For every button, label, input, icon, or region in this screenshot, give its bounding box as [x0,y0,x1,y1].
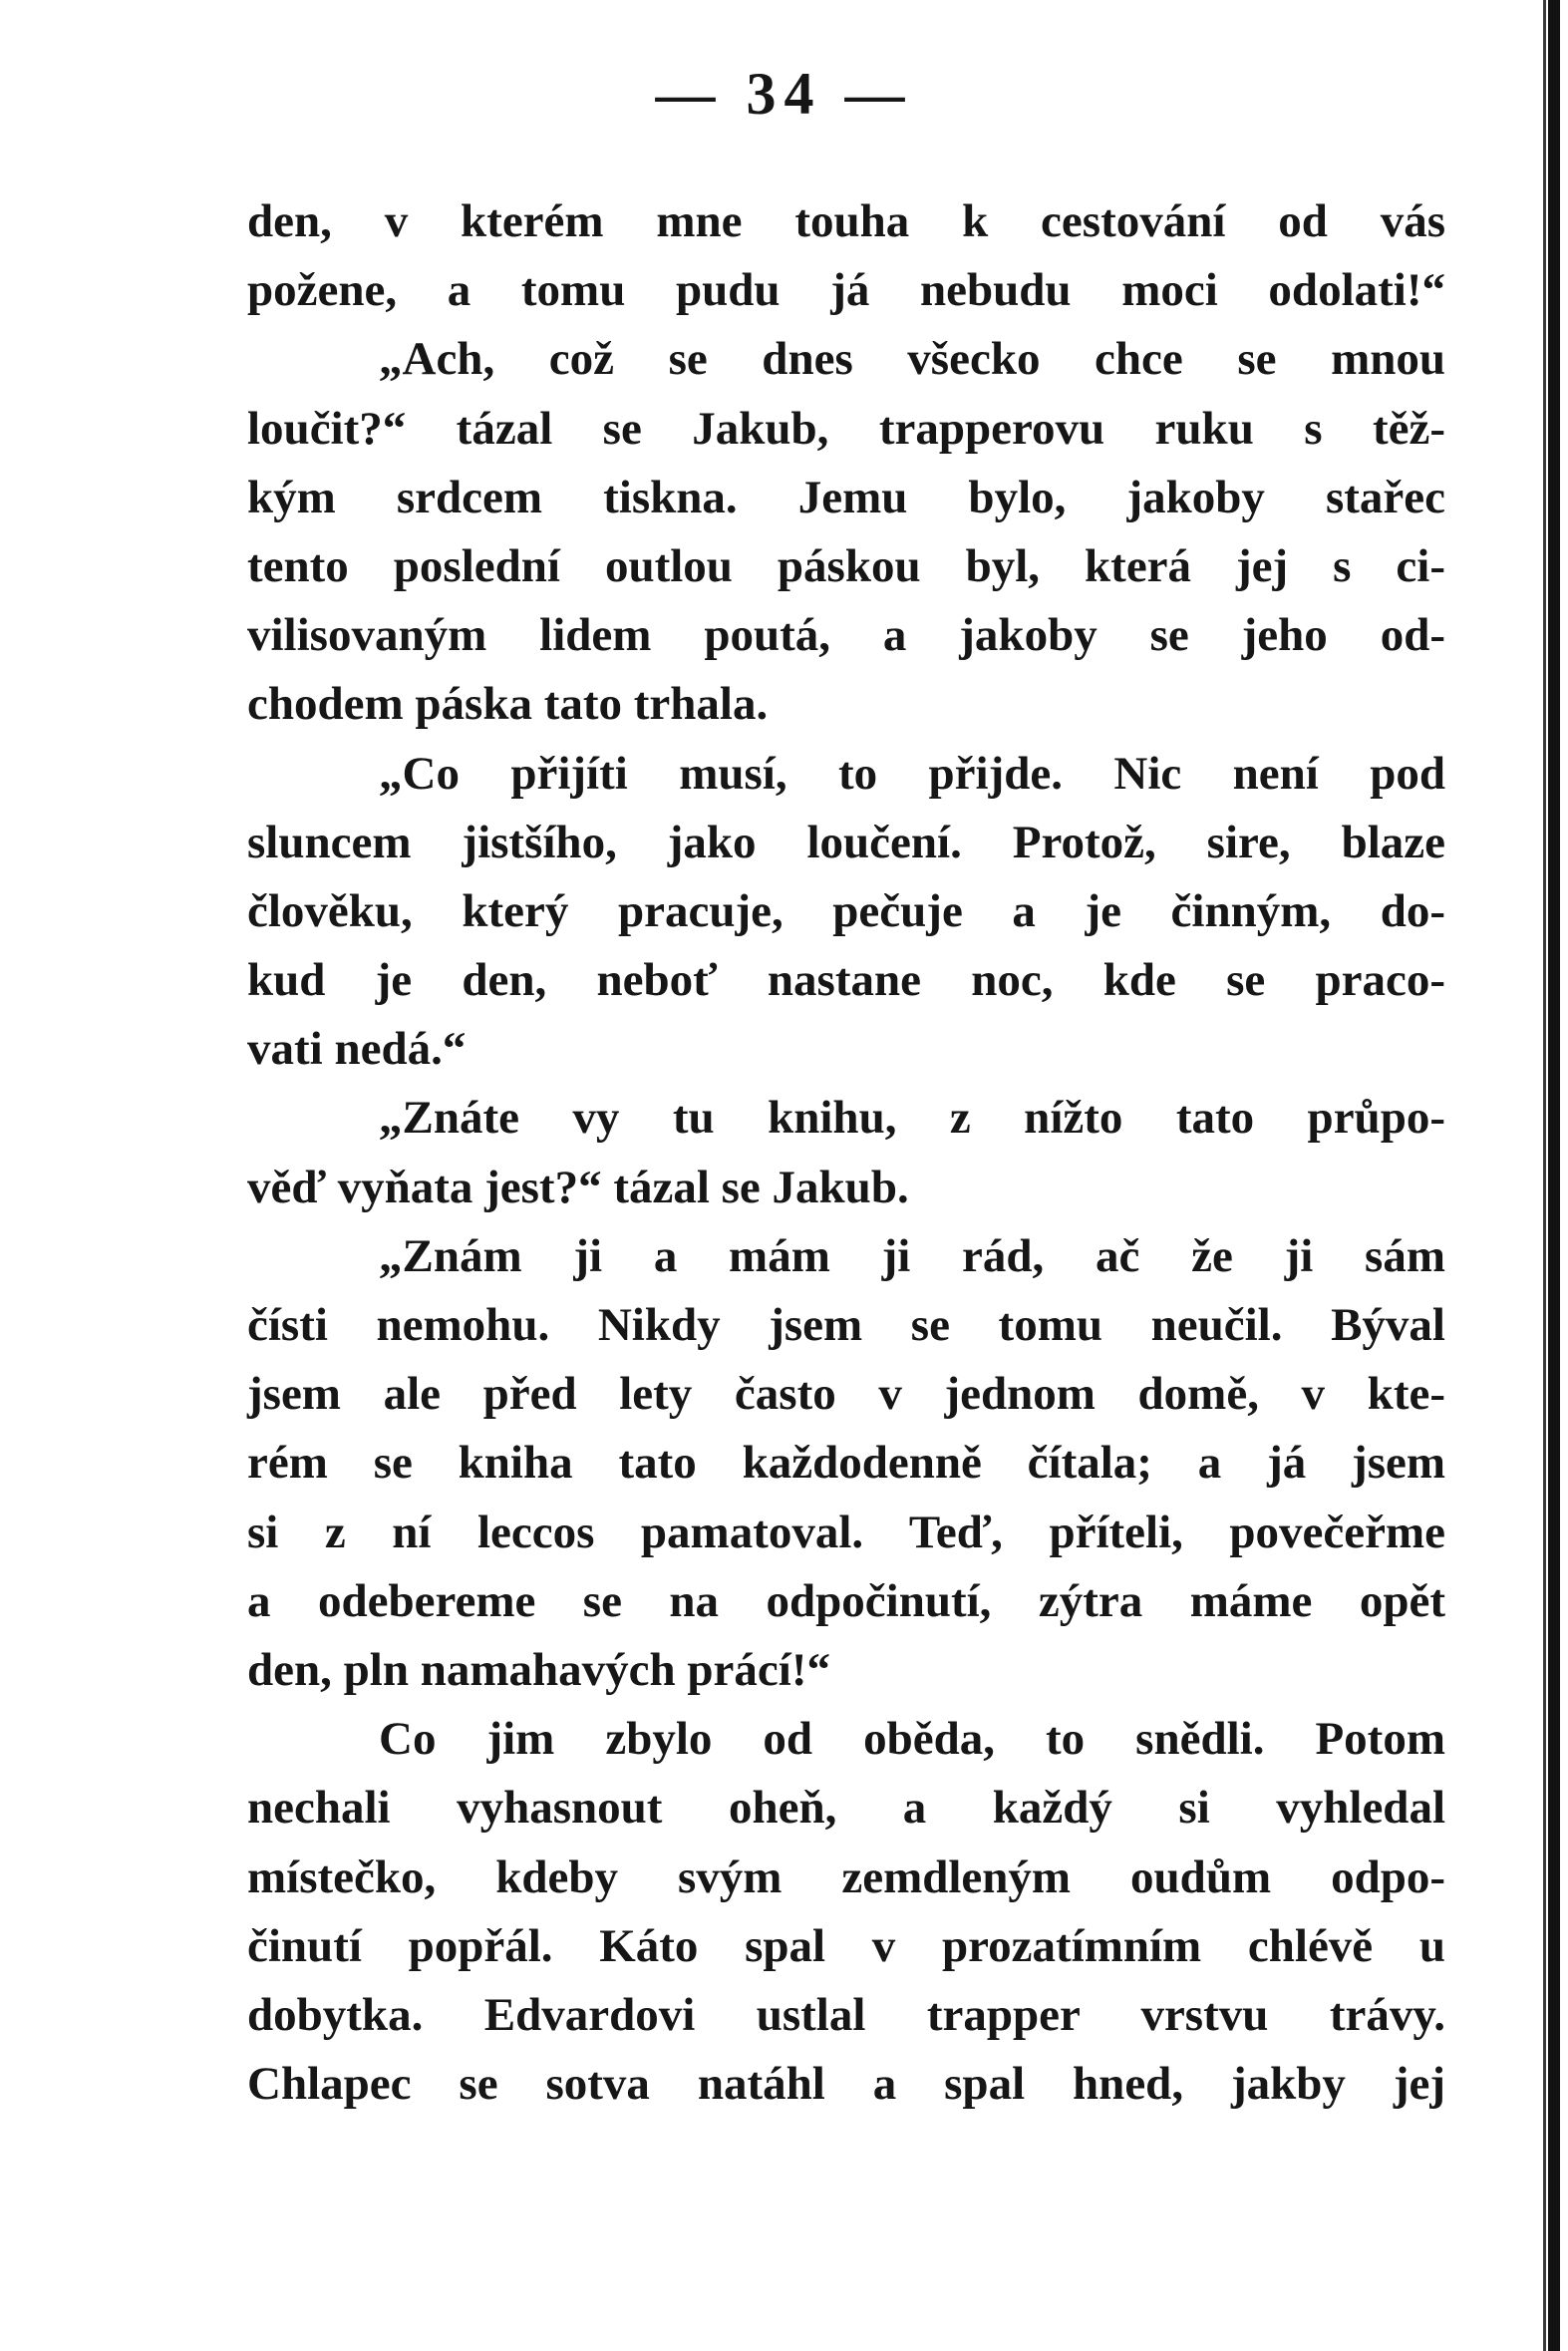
text-line: vati nedá.“ [247,1023,467,1076]
text-line: sluncem jistšího, jako loučení. Protož, sire, blaze [247,816,1445,868]
text-line: „Co přijíti musí, to přijde. Nic není pod [379,747,1445,800]
text-line: nechali vyhasnout oheň, a každý si vyhledal [247,1782,1445,1835]
text-line: čísti nemohu. Nikdy jsem se tomu neučil. Býval [247,1299,1445,1351]
text-line: kud je den, neboť nastane noc, kde se praco- [247,954,1445,1007]
body-text [247,187,1445,2119]
text-line: chodem páska tato trhala. [247,678,769,731]
text-line: Chlapec se sotva natáhl a spal hned, jakby jej [247,2058,1445,2111]
text-line: si z ní leccos pamatoval. Teď, příteli, povečeřme [247,1506,1445,1558]
text-line: jsem ale před lety často v jednom domě, v kte- [247,1368,1445,1421]
text-line: „Ach, což se dnes všecko chce se mnou [379,333,1445,386]
text-line: tento poslední outlou páskou byl, která jej s ci- [247,539,1445,592]
text-line: den, v kterém mne touha k cestování od vás [247,195,1445,247]
text-line: člověku, který pracuje, pečuje a je činným, do- [247,884,1445,937]
text-line: místečko, kdeby svým zemdleným oudům odpo- [247,1850,1445,1903]
text-line: „Znáte vy tu knihu, z nížto tato průpo- [379,1092,1445,1145]
text-line: vilisovaným lidem poutá, a jakoby se jeho od- [247,609,1445,662]
text-line: věď vyňata jest?“ tázal se Jakub. [247,1161,909,1213]
text-line: dobytka. Edvardovi ustlal trapper vrstvu trávy. [247,1988,1445,2041]
page-edge-line [1543,0,1546,2351]
text-line: rém se kniha tato každodenně čítala; a já jsem [247,1437,1445,1490]
text-line: kým srdcem tiskna. Jemu bylo, jakoby stařec [247,471,1445,523]
page-number: — 34 — [655,61,913,127]
text-line: den, pln namahavých prácí!“ [247,1643,830,1696]
text-line: „Znám ji a mám ji rád, ač že ji sám [379,1229,1445,1282]
text-line: činutí popřál. Káto spal v prozatímním chlévě u [247,1919,1445,1972]
text-line: Co jim zbylo od oběda, to snědli. Potom [379,1713,1445,1766]
page-edge-shadow [1548,0,1560,2351]
text-line: loučit?“ tázal se Jakub, trapperovu ruku s těž- [247,402,1445,455]
text-line: požene, a tomu pudu já nebudu moci odolati!“ [247,264,1445,317]
text-line: a odebereme se na odpočinutí, zýtra máme opět [247,1574,1445,1627]
